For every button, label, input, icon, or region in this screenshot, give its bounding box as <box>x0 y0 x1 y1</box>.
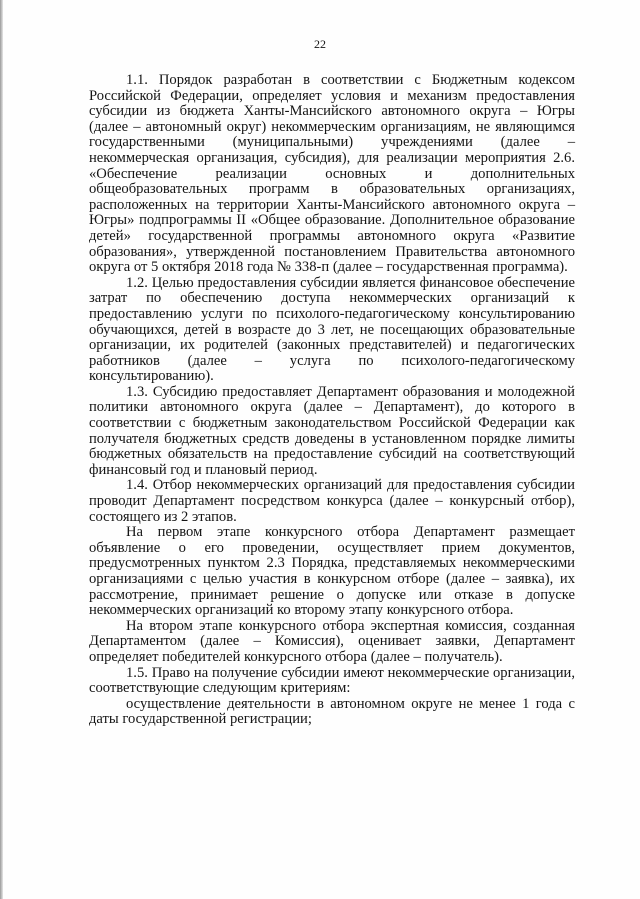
paragraph-1-3: 1.3. Субсидию предоставляет Департамент образования и молодежной политики автономного округа (далее – Департамент), до которого в соответствии с бюджетным законодательством Российской Федерации как получателя бюджетных средств доведены в установленном порядке лимиты бюджетных обязательств на предоставление субсидий на соответствующий финансовый год и плановый период. <box>89 383 575 478</box>
page-number: 22 <box>314 37 326 51</box>
paragraph-1-5: 1.5. Право на получение субсидии имеют некоммерческие организации, соответствующие следующим критериям: <box>89 664 575 697</box>
paragraph-criterion-1: осуществление деятельности в автономном округе не менее 1 года с даты государственной регистрации; <box>89 695 575 728</box>
scan-left-edge <box>0 0 3 899</box>
document-body <box>89 73 575 728</box>
paragraph-1-2: 1.2. Целью предоставления субсидии является финансовое обеспечение затрат по обеспечению доступа некоммерческих организаций к предоставлению услуги по психолого-педагогическому консультированию обучающихся, детей в возрасте до 3 лет, не посещающих образовательные организации, их родителей (законных представителей) и педагогических работников (далее – услуга по психолого-педагогическому консультированию). <box>89 274 575 385</box>
paragraph-second-stage: На втором этапе конкурсного отбора экспертная комиссия, созданная Департаментом (далее – Комиссия), оценивает заявки, Департамент определяет победителей конкурсного отбора (далее – получатель). <box>89 617 575 665</box>
paragraph-1-4: 1.4. Отбор некоммерческих организаций для предоставления субсидии проводит Департамент посредством конкурса (далее – конкурсный отбор), состоящего из 2 этапов. <box>89 477 575 525</box>
paragraph-1-1: 1.1. Порядок разработан в соответствии с Бюджетным кодексом Российской Федерации, определяет условия и механизм предоставления субсидии из бюджета Ханты-Мансийского автономного округа – Югры (далее – автономный округ) некоммерческим организациям, не являющимся государственными (муниципальными) учреждениями (далее – некоммерческая организация, субсидия), для реализации мероприятия 2.6. «Обеспечение реализации основных и дополнительных общеобразовательных программ в образовательных организациях, расположенных на территории Ханты-Мансийского автономного округа – Югры» подпрограммы II «Общее образование. Дополнительное образование детей» государственной программы автономного округа «Развитие образования», утвержденной постановлением Правительства автономного округа от 5 октября 2018 года № 338-п (далее – государственная программа). <box>89 72 575 276</box>
paragraph-first-stage: На первом этапе конкурсного отбора Департамент размещает объявление о его проведении, осуществляет прием документов, предусмотренных пунктом 2.3 Порядка, представляемых некоммерческими организациями с целью участия в конкурсном отборе (далее – заявка), их рассмотрение, принимает решение о допуске или отказе в допуске некоммерческих организаций ко второму этапу конкурсного отбора. <box>89 524 575 619</box>
